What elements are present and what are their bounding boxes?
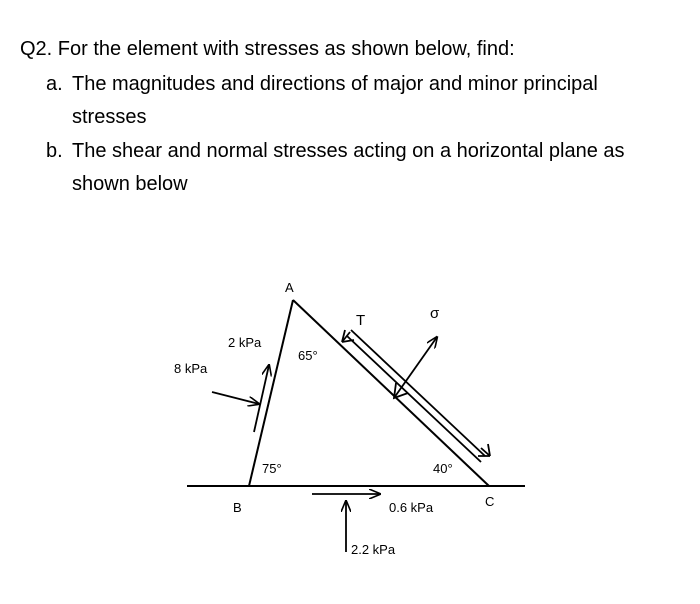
angle-b-label: 75° [262, 461, 282, 476]
angle-c-label: 40° [433, 461, 453, 476]
side-ac [293, 300, 489, 486]
angle-a-label: 65° [298, 348, 318, 363]
left-normal-arrow [212, 392, 259, 404]
part-a-marker: a. [46, 73, 63, 95]
part-b-line2: shown below [72, 173, 188, 195]
left-shear-label: 2 kPa [228, 335, 262, 350]
bottom-normal-label: 2.2 kPa [351, 542, 396, 557]
shear-line-upper [351, 330, 485, 456]
sigma-symbol: σ [430, 305, 440, 322]
bottom-shear-label: 0.6 kPa [389, 500, 434, 515]
vertex-c-label: C [485, 494, 495, 509]
shear-line-lower [347, 336, 481, 462]
part-a-line2: stresses [72, 106, 147, 128]
part-b-marker: b. [46, 140, 63, 162]
part-a-line1: The magnitudes and directions of major and minor principal [72, 73, 598, 95]
left-shear-arrow [254, 365, 269, 432]
left-normal-label: 8 kPa [174, 361, 208, 376]
vertex-b-label: B [233, 500, 242, 515]
part-b-line1: The shear and normal stresses acting on a horizontal plane as [72, 140, 625, 162]
tau-symbol: T [356, 312, 366, 329]
vertex-a-label: A [285, 280, 294, 295]
question-title: Q2. For the element with stresses as shown below, find: [20, 38, 515, 60]
side-ab [249, 300, 293, 486]
sigma-arrow [394, 337, 437, 398]
